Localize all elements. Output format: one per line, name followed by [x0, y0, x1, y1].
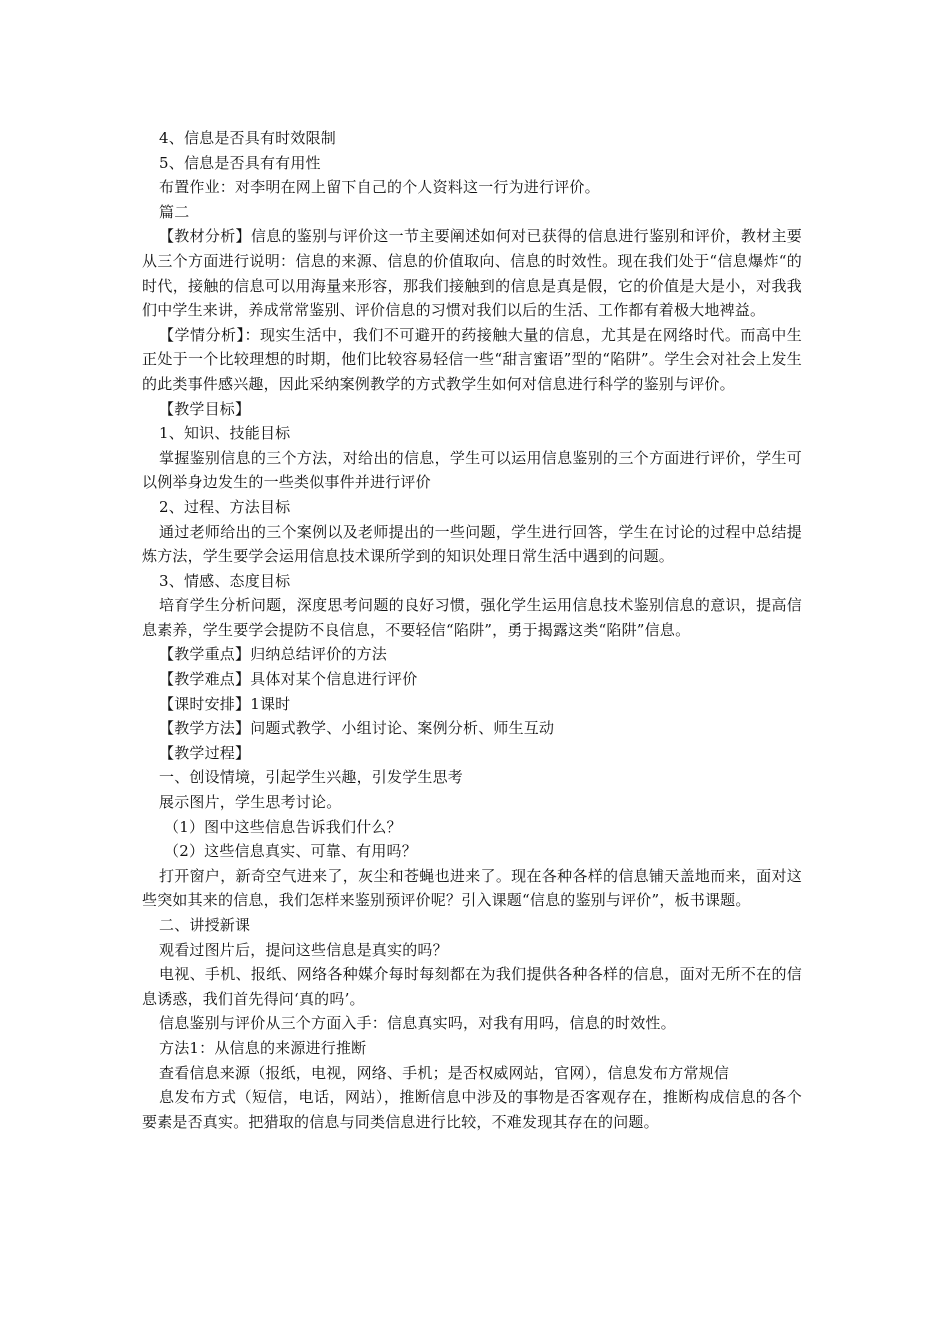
list-item: 4、信息是否具有时效限制 [159, 129, 336, 147]
paragraph: 电视、手机、报纸、网络各种媒介每时每刻都在为我们提供各种各样的信息，面对无所不在的信息诱惑，我们首先得问‘真的吗’。 [142, 965, 802, 1008]
subheading: 二、讲授新课 [159, 916, 251, 934]
paragraph: 【教学方法】问题式教学、小组讨论、案例分析、师生互动 [159, 719, 555, 738]
homework-line: 布置作业：对李明在网上留下自己的个人资料这一行为进行评价。 [159, 178, 600, 197]
paragraph: 掌握鉴别信息的三个方法，对给出的信息，学生可以运用信息鉴别的三个方面进行评价，学生可以例举身边发生的一些类似事件并进行评价 [142, 448, 802, 492]
paragraph: 信息鉴别与评价从三个方面入手：信息真实吗，对我有用吗，信息的时效性。 [159, 1014, 676, 1033]
paragraph: 打开窗户，新奇空气进来了，灰尘和苍蝇也进来了。现在各种各样的信息铺天盖地而来，面对这些突如其来的信息，我们怎样来鉴别预评价呢？引入课题“信息的鉴别与评价”，板书课题。 [142, 866, 802, 910]
paragraph: 息发布方式（短信，电话，网站），推断信息中涉及的事物是否客观存在，推断构成信息的各个要素是否真实。把猎取的信息与同类信息进行比较，不难发现其存在的问题。 [142, 1088, 802, 1131]
paragraph: 观看过图片后，提问这些信息是真实的吗？ [159, 940, 448, 959]
question-item: （2）这些信息真实、可靠、有用吗？ [164, 842, 417, 861]
section-heading: 篇二 [159, 202, 190, 221]
paragraph: 培育学生分析问题，深度思考问题的良好习惯，强化学生运用信息技术鉴别信息的意识，提高信息素养，学生要学会提防不良信息，不要轻信“陷阱”，勇于揭露这类“陷阱”信息。 [142, 596, 802, 639]
question-item: （1）图中这些信息告诉我们什么？ [164, 817, 402, 836]
paragraph: 【教材分析】信息的鉴别与评价这一节主要阐述如何对已获得的信息进行鉴别和评价，教材主要从三个方面进行说明：信息的来源、信息的价值取向、信息的时效性。现在我们处于“信息爆炸“的时代，接触的信息可以用海量来形容，那我们接触到的信息是真是假，它的价值是大是小，对我我们中学生来讲，养成常常鉴别、评价信息的习惯对我们以后的生活、工作都有着极大地裨益。 [142, 227, 802, 320]
subheading: 1、知识、技能目标 [159, 424, 291, 443]
paragraph: 【教学重点】归纳总结评价的方法 [159, 645, 388, 664]
paragraph: 查看信息来源（报纸，电视，网络、手机；是否权威网站，官网），信息发布方常规信 [159, 1063, 730, 1082]
paragraph: 【学情分析】：现实生活中，我们不可避开的药接触大量的信息，尤其是在网络时代。而高中生正处于一个比较理想的时期，他们比较容易轻信一些“甜言蜜语”型的“陷阱”。学生会对社会上发生的此类事件感兴趣，因此采纳案例教学的方式教学生如何对信息进行科学的鉴别与评价。 [142, 325, 802, 393]
paragraph: 一、创设情境，引起学生兴趣，引发学生思考 [159, 768, 464, 787]
subheading: 3、情感、态度目标 [159, 571, 291, 590]
paragraph: 【课时安排】1课时 [159, 694, 291, 713]
paragraph: 通过老师给出的三个案例以及老师提出的一些问题，学生进行回答，学生在讨论的过程中总结提炼方法，学生要学会运用信息技术课所学到的知识处理日常生活中遇到的问题。 [142, 522, 802, 566]
paragraph: 方法1：从信息的来源进行推断 [159, 1038, 367, 1057]
heading: 【教学过程】 [159, 743, 251, 762]
list-item: 5、信息是否具有有用性 [159, 153, 321, 172]
paragraph: 展示图片，学生思考讨论。 [159, 793, 342, 812]
subheading: 2、过程、方法目标 [159, 497, 291, 516]
document-body [142, 126, 802, 1134]
paragraph: 【教学难点】具体对某个信息进行评价 [159, 670, 418, 689]
heading: 【教学目标】 [159, 399, 251, 418]
